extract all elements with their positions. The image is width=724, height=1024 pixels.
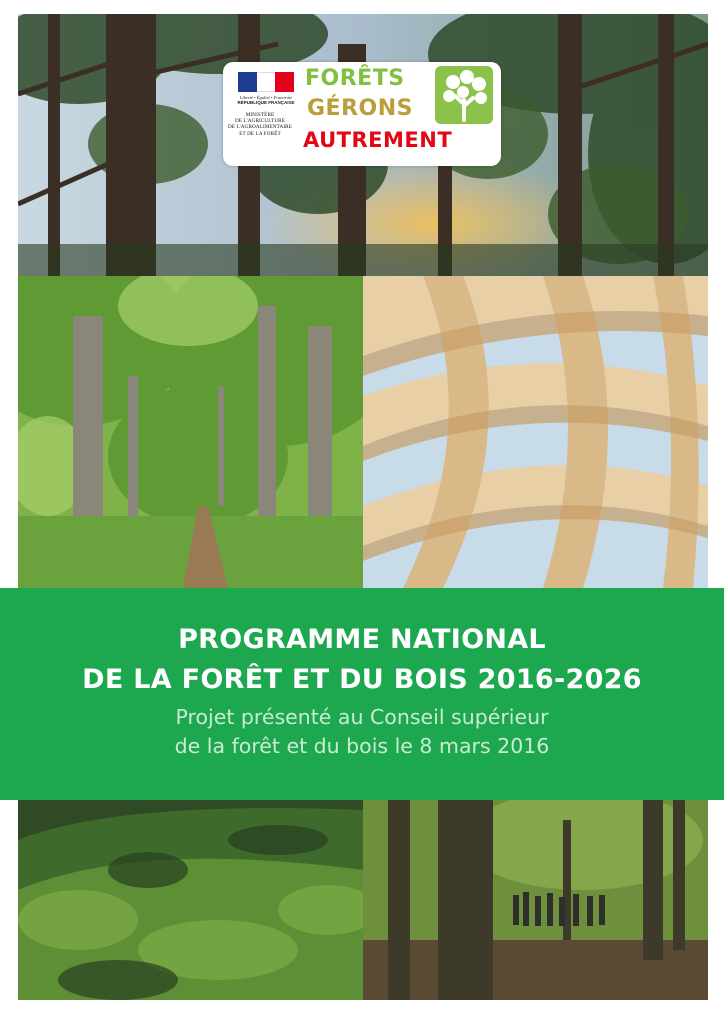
ministry-line: ET DE LA FORÊT	[239, 130, 281, 137]
title-line: DE LA FORÊT ET DU BOIS 2016-2026	[82, 664, 642, 695]
ministry-line: MINISTÈRE	[245, 112, 275, 118]
ministry-line: DE L'AGROALIMENTAIRE	[227, 124, 293, 131]
wooden-lattice-structure-photo	[363, 276, 708, 588]
logo-panel	[223, 62, 501, 166]
title-line: PROGRAMME NATIONAL	[178, 624, 546, 655]
brand-word-forets: FORÊTS	[305, 66, 405, 91]
beech-forest-path-photo	[18, 276, 363, 588]
title-banner	[0, 588, 724, 800]
ministry-line: DE L'AGRICULTURE	[234, 118, 286, 125]
french-flag-icon	[238, 72, 294, 92]
brand-word-gerons: GÉRONS	[307, 96, 413, 121]
republic-motto: Liberté • Égalité • Fraternité	[239, 95, 293, 100]
subtitle-line: de la forêt et du bois le 8 mars 2016	[174, 734, 550, 758]
subtitle-line: Projet présenté au Conseil supérieur	[175, 705, 549, 729]
group-in-forest-photo	[363, 800, 708, 1000]
forested-hillside-photo	[18, 800, 363, 1000]
forets-gerons-autrement-logo	[303, 66, 493, 162]
republic-name: RÉPUBLIQUE FRANÇAISE	[237, 100, 295, 105]
brand-word-autrement: AUTREMENT	[303, 128, 453, 152]
tree-icon	[435, 66, 493, 124]
ministry-name	[223, 112, 297, 137]
